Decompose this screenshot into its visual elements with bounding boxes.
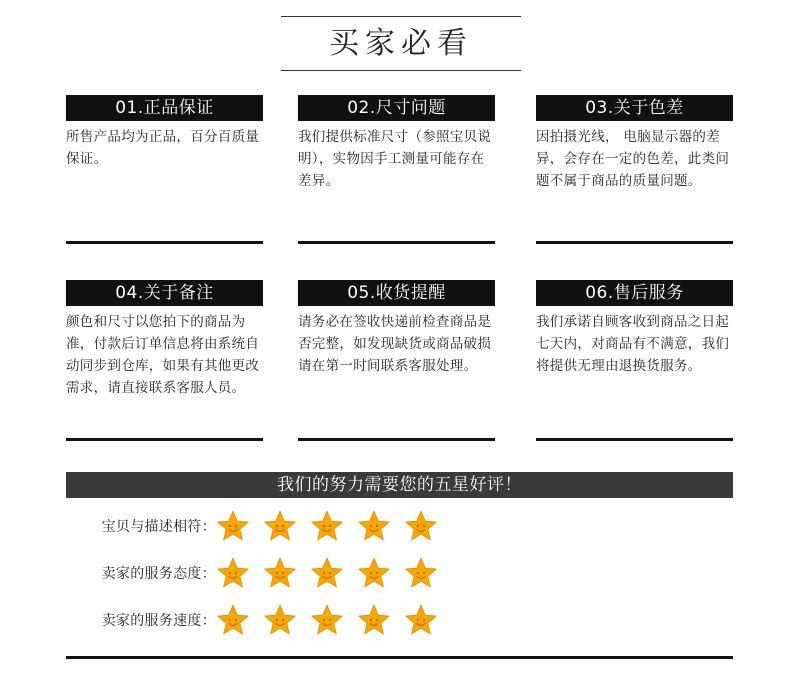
info-block-after-sales [536,280,733,377]
smiling-star-icon[interactable] [263,556,297,590]
divider [536,241,733,244]
info-block-title: 05.收货提醒 [298,280,495,306]
info-block-title: 03.关于色差 [536,95,733,121]
smiling-star-icon[interactable] [310,603,344,637]
info-block-title: 04.关于备注 [66,280,263,306]
info-block-size [298,95,495,192]
smiling-star-icon[interactable] [216,556,250,590]
info-block-receipt [298,280,495,377]
smiling-star-icon[interactable] [310,509,344,543]
info-block-color-diff [536,95,733,192]
divider [66,656,733,659]
star-rating[interactable] [216,556,451,590]
smiling-star-icon[interactable] [263,509,297,543]
info-block-desc: 颜色和尺寸以您拍下的商品为准，付款后订单信息将由系统自动同步到仓库，如果有其他更改需求，请直接联系客服人员。 [66,314,260,396]
divider [298,241,495,244]
smiling-star-icon[interactable] [357,509,391,543]
info-block-title: 06.售后服务 [536,280,733,306]
rating-label: 宝贝与描述相符： [101,519,216,535]
info-block-title: 02.尺寸问题 [298,95,495,121]
divider [536,438,733,441]
info-block-genuine [66,95,263,170]
rating-row-service-speed [66,600,451,640]
page-title-frame [281,16,521,71]
info-block-desc: 所售产品均为正品，百分百质量保证。 [66,129,260,167]
smiling-star-icon[interactable] [357,603,391,637]
info-block-desc: 我们提供标准尺寸（参照宝贝说明），实物因手工测量可能存在差异。 [298,129,492,189]
rating-row-service-attitude [66,553,451,593]
rating-row-description [66,506,451,546]
info-block-desc: 请务必在签收快递前检查商品是否完整，如发现缺货或商品破损请在第一时间联系客服处理。 [298,314,492,374]
rating-label: 卖家的服务速度： [101,613,216,629]
smiling-star-icon[interactable] [404,509,438,543]
smiling-star-icon[interactable] [310,556,344,590]
smiling-star-icon[interactable] [216,603,250,637]
info-block-title: 01.正品保证 [66,95,263,121]
smiling-star-icon[interactable] [404,556,438,590]
rating-label: 卖家的服务态度： [101,566,216,582]
info-block-desc: 我们承诺自顾客收到商品之日起七天内，对商品有不满意，我们将提供无理由退换货服务。 [536,314,730,374]
info-block-remarks [66,280,263,399]
smiling-star-icon[interactable] [357,556,391,590]
smiling-star-icon[interactable] [216,509,250,543]
page-title: 买家必看 [329,26,473,61]
divider [298,438,495,441]
star-rating[interactable] [216,603,451,637]
divider [66,241,263,244]
smiling-star-icon[interactable] [263,603,297,637]
smiling-star-icon[interactable] [404,603,438,637]
info-block-desc: 因拍摄光线， 电脑显示器的差异，会存在一定的色差，此类问题不属于商品的质量问题。 [536,129,730,189]
divider [66,438,263,441]
rating-banner: 我们的努力需要您的五星好评！ [66,472,733,498]
star-rating[interactable] [216,509,451,543]
